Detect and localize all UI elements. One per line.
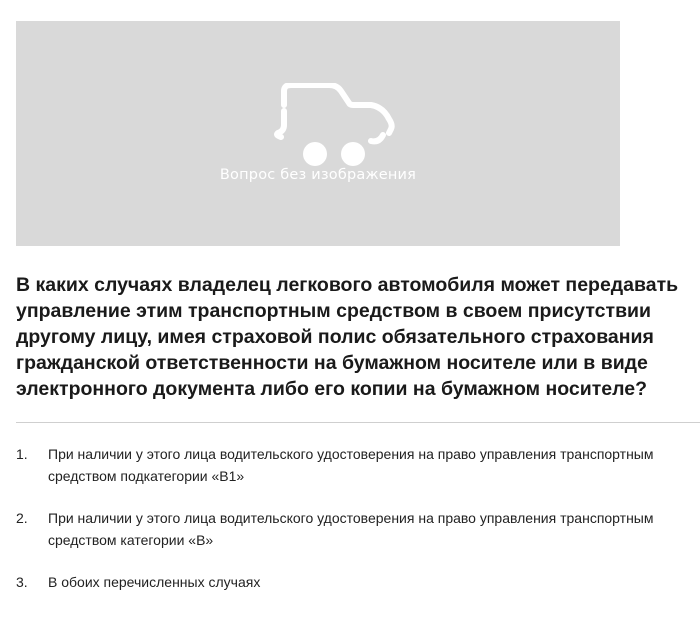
answer-text: В обоих перечисленных случаях [48,574,261,590]
answer-option-2[interactable] [16,507,686,551]
placeholder-caption: Вопрос без изображения [219,167,417,183]
question-text: В каких случаях владелец легкового автомобиля может передавать управление этим транспортным средством в своем присутствии другому лицу, имея страховой полис обязательного страхования гражданской ответственности на бумажном носителе или в виде электронного документа либо его копии на бумажном носителе? [16,274,679,400]
answer-option-1[interactable] [16,443,686,487]
answer-text: При наличии у этого лица водительского удостоверения на право управления транспортным средством категории «B» [48,510,654,548]
question-image-placeholder [16,21,620,246]
answer-list [16,443,686,613]
answer-text: При наличии у этого лица водительского удостоверения на право управления транспортным средством подкатегории «B1» [48,446,654,484]
answer-option-3[interactable] [16,571,686,593]
answer-number: 1. [16,446,28,462]
answer-number: 2. [16,510,28,526]
car-icon [271,83,395,167]
answer-number: 3. [16,574,28,590]
divider [16,422,700,423]
